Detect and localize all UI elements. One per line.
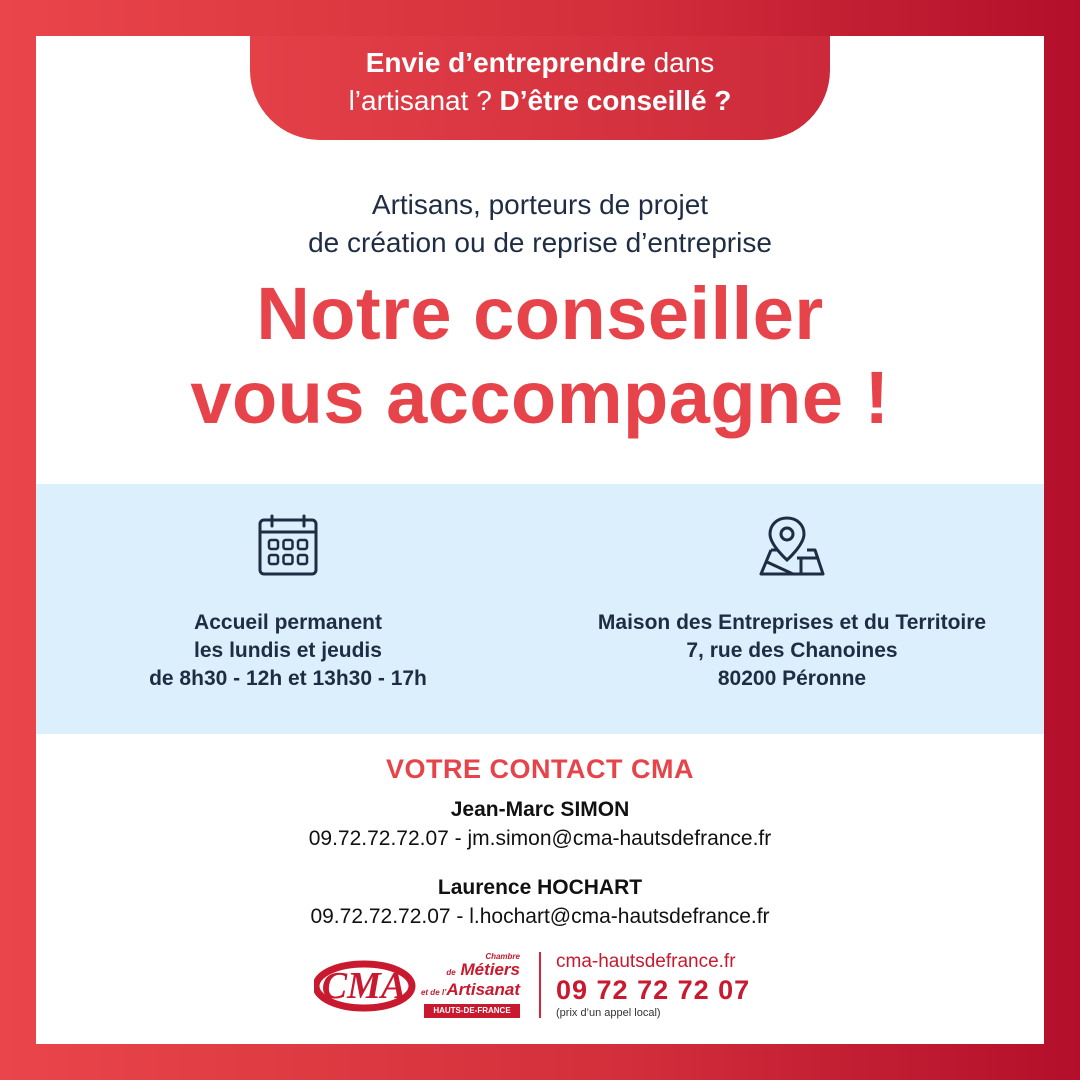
poster-card (36, 36, 1044, 1044)
map-pin-icon (757, 514, 827, 583)
logo-chambre: Chambre (485, 952, 520, 961)
footer-divider (539, 952, 541, 1018)
header-line-1-bold: Envie d’entreprendre (365, 47, 646, 78)
contact-details[interactable]: 09.72.72.72.07 - l.hochart@cma-hautsdefrance.fr (310, 905, 770, 928)
footer-contact-info (556, 950, 750, 1020)
header-line-1 (250, 44, 830, 82)
cma-logo (314, 946, 534, 1026)
intro-text (36, 186, 1044, 262)
cma-logo-text (420, 952, 520, 1001)
contact-details[interactable]: 09.72.72.72.07 - jm.simon@cma-hautsdefrance.fr (308, 827, 772, 850)
header-banner (250, 36, 830, 140)
location-block (540, 514, 1044, 693)
contact-name: Laurence HOCHART (437, 876, 643, 899)
website-link[interactable]: cma-hautsdefrance.fr (556, 951, 736, 972)
logo-region-badge: HAUTS-DE-FRANCE (424, 1004, 520, 1018)
schedule-line-1: Accueil permanent (194, 611, 382, 634)
schedule-line-2: les lundis et jeudis (194, 639, 382, 662)
contact-name: Jean-Marc SIMON (450, 798, 630, 821)
header-line-2-bold: D’être conseillé ? (499, 85, 732, 116)
headline (36, 272, 1044, 440)
phone-number[interactable]: 09 72 72 72 07 (556, 975, 751, 1005)
schedule-block (36, 514, 540, 693)
contact-section-title: VOTRE CONTACT CMA (386, 754, 694, 784)
header-line-2 (250, 82, 830, 120)
phone-note: (prix d’un appel local) (556, 1007, 661, 1019)
footer (36, 946, 1044, 1026)
schedule-line-3: de 8h30 - 12h et 13h30 - 17h (149, 667, 427, 690)
contact-1 (36, 796, 1044, 854)
header-line-2-rest: l’artisanat ? (348, 85, 500, 116)
intro-line-2: de création ou de reprise d’entreprise (308, 227, 772, 258)
location-line-1: Maison des Entreprises et du Territoire (597, 611, 987, 634)
headline-line-1: Notre conseiller (256, 272, 824, 355)
schedule-text (36, 609, 540, 693)
location-text (540, 609, 1044, 693)
calendar-icon (256, 514, 320, 583)
logo-metiers: Métiers (460, 960, 520, 979)
info-band (36, 484, 1044, 734)
intro-line-1: Artisans, porteurs de projet (371, 189, 709, 220)
logo-de: de (446, 968, 456, 977)
headline-line-2: vous accompagne ! (190, 356, 890, 439)
contact-2 (36, 874, 1044, 932)
cma-logo-mark-text: CMA (321, 965, 407, 1007)
cma-logo-mark (314, 952, 418, 1018)
location-line-3: 80200 Péronne (717, 667, 867, 690)
location-line-2: 7, rue des Chanoines (686, 639, 898, 662)
logo-et-de-l: et de l’ (420, 988, 447, 997)
logo-artisanat: Artisanat (446, 980, 520, 999)
header-line-1-rest: dans (645, 47, 715, 78)
